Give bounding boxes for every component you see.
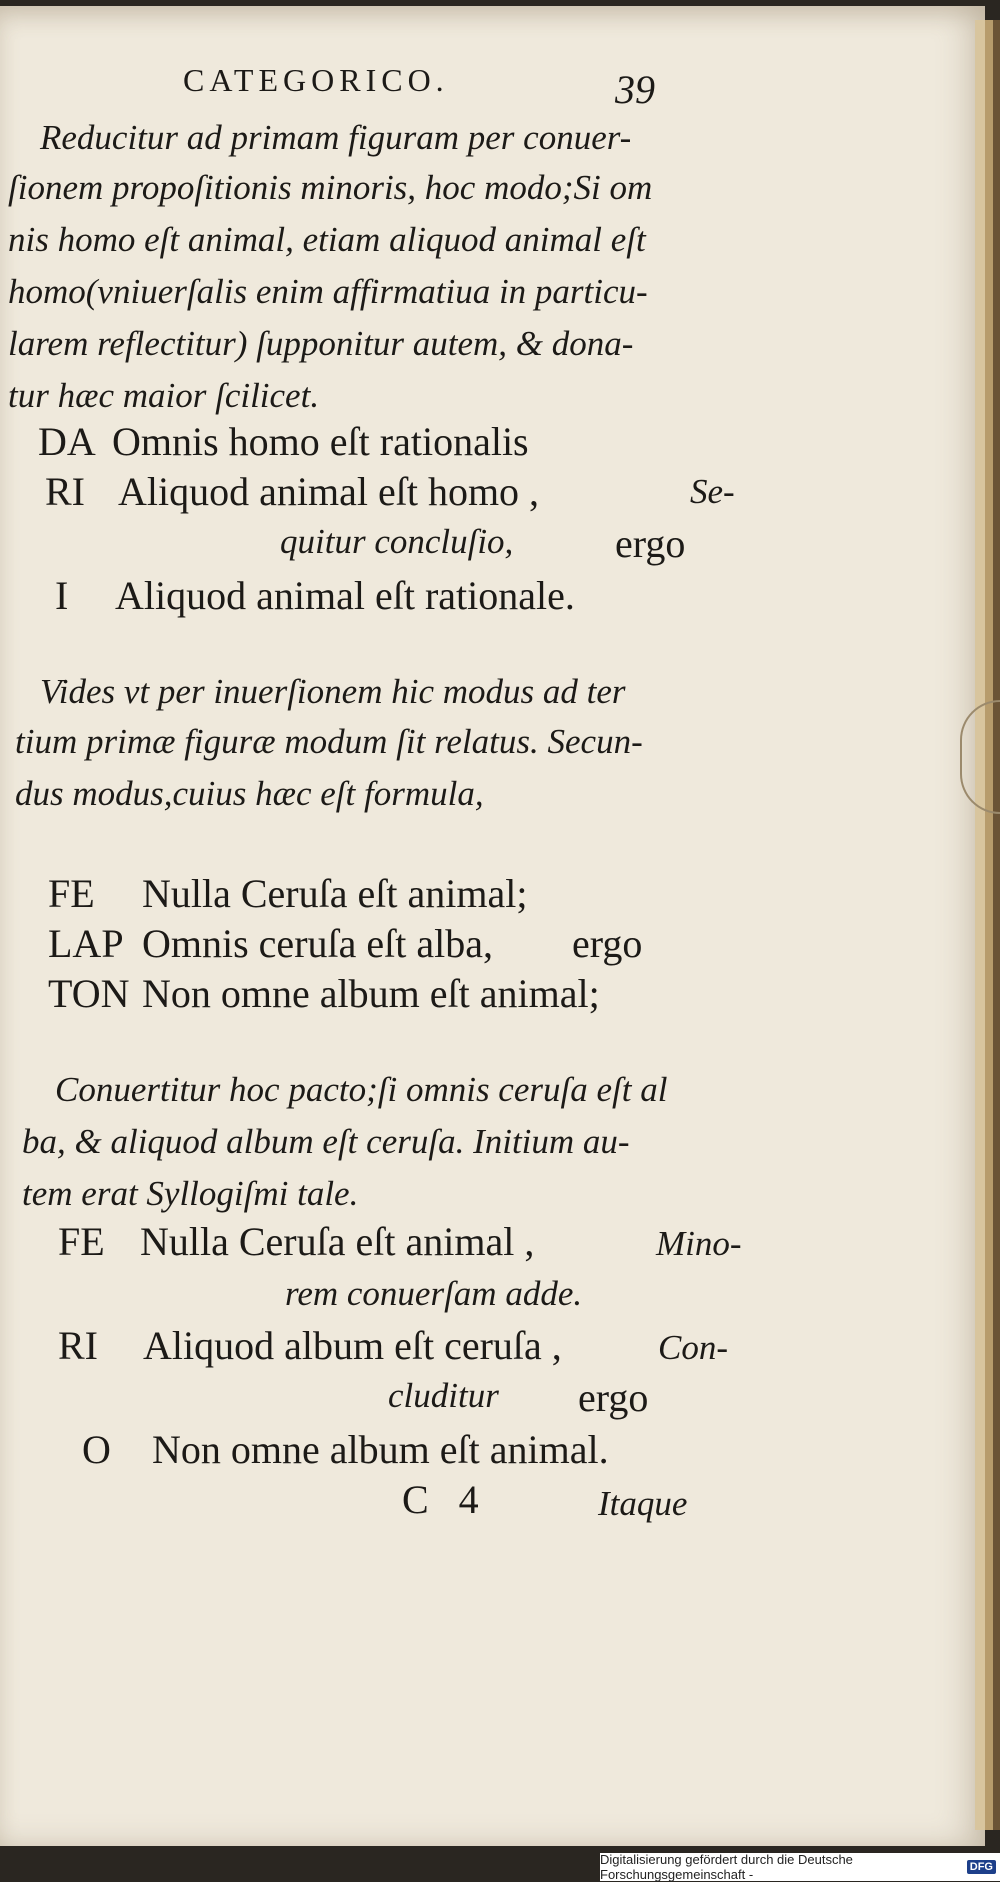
marginal-note: Se- <box>690 472 735 511</box>
mood-key: FE <box>58 1219 105 1264</box>
mood-key: FE <box>48 871 95 916</box>
conclusion: Aliquod animal eſt rationale. <box>115 573 575 618</box>
mood-key: I <box>55 573 69 618</box>
text-line: ba, & aliquod album eſt ceruſa. Initium au- <box>22 1122 630 1161</box>
text-line: Conuertitur hoc pacto;ſi omnis ceruſa eſt al <box>55 1070 668 1109</box>
premise: Aliquod album eſt ceruſa , <box>143 1323 562 1368</box>
text-line: tium primæ figuræ modum ſit relatus. Secun- <box>15 722 643 761</box>
page-number: 39 <box>615 67 655 112</box>
catchword: Itaque <box>598 1484 688 1523</box>
conclusion: Non omne album eſt animal; <box>142 971 600 1016</box>
digitization-credit <box>600 1853 1000 1881</box>
connective: ergo <box>578 1375 649 1420</box>
mood-key: LAP <box>48 921 124 966</box>
book-cover-edge <box>993 20 1000 1830</box>
text-line: ſionem propoſitionis minoris, hoc modo;Si om <box>8 168 653 207</box>
conclusion: Non omne album eſt animal. <box>152 1427 609 1472</box>
mood-key: TON <box>48 971 130 1016</box>
credit-text: Digitalisierung gefördert durch die Deutsche Forschungsgemeinschaft - <box>600 1852 853 1882</box>
marginal-note: Con- <box>658 1328 728 1367</box>
running-head: CATEGORICO. <box>183 62 449 98</box>
text-line: nis homo eſt animal, etiam aliquod animal eſt <box>8 220 646 259</box>
premise: Aliquod animal eſt homo , <box>118 469 540 514</box>
marginal-note: Mino- <box>656 1224 742 1263</box>
mood-key: RI <box>58 1323 98 1368</box>
text-line: tur hæc maior ſcilicet. <box>8 376 320 415</box>
mood-key: DA <box>38 419 96 464</box>
marginal-note: rem conuerſam adde. <box>285 1274 583 1313</box>
mood-key: RI <box>45 469 85 514</box>
text-line: tem erat Syllogiſmi tale. <box>22 1174 359 1213</box>
text-line: Reducitur ad primam figuram per conuer- <box>40 118 632 157</box>
connective: ergo <box>572 921 643 966</box>
text-line: homo(vniuerſalis enim affirmatiua in particu- <box>8 272 648 311</box>
premise: Omnis homo eſt rationalis <box>112 419 529 464</box>
text-line: Vides vt per inuerſionem hic modus ad ter <box>40 672 626 711</box>
text-line: larem reflectitur) ſupponitur autem, & dona- <box>8 324 634 363</box>
premise: Omnis ceruſa eſt alba, <box>142 921 493 966</box>
premise: Nulla Ceruſa eſt animal , <box>140 1219 535 1264</box>
connective: ergo <box>615 521 686 566</box>
marginal-note: cluditur <box>388 1376 499 1415</box>
mood-key: O <box>82 1427 111 1472</box>
marginal-note: quitur concluſio, <box>280 522 514 561</box>
text-line: dus modus,cuius hæc eſt formula, <box>15 774 484 813</box>
premise: Nulla Ceruſa eſt animal; <box>142 871 528 916</box>
page-edge <box>975 20 985 1830</box>
dfg-logo: DFG <box>967 1860 996 1874</box>
signature-mark: C 4 <box>402 1477 479 1522</box>
